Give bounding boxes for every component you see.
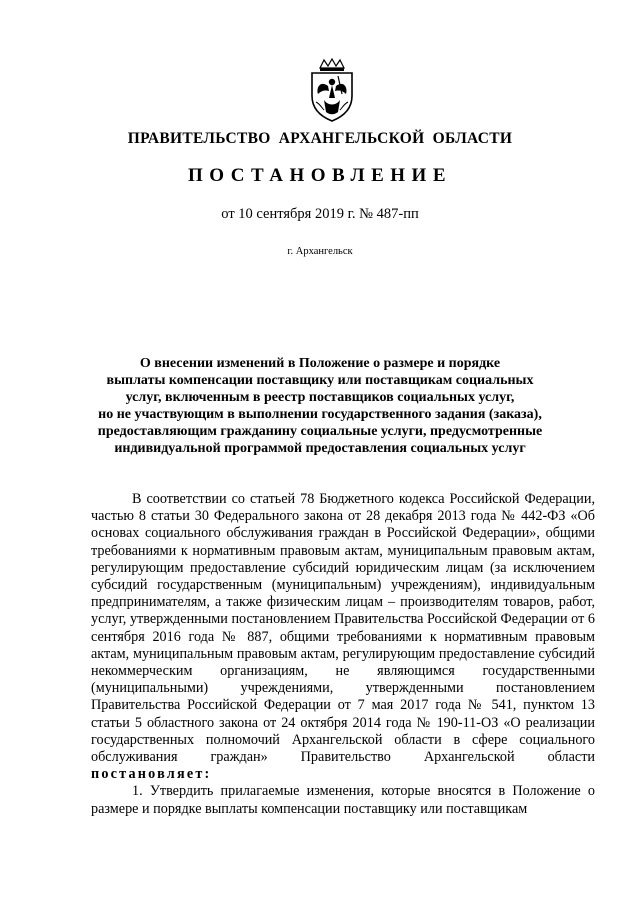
document-date-number: от 10 сентября 2019 г. № 487-пп — [221, 206, 419, 222]
title-line: индивидуальной программой предоставления социальных услуг — [114, 441, 526, 456]
title-line: предоставляющим гражданину социальные услуги, предусмотренные — [97, 424, 543, 439]
title-line: выплаты компенсации поставщику или поставщикам социальных — [106, 373, 534, 388]
coat-of-arms-icon — [302, 58, 362, 122]
place-of-issue: г. Архангельск — [287, 246, 353, 257]
issuing-authority: ПРАВИТЕЛЬСТВО АРХАНГЕЛЬСКОЙ ОБЛАСТИ — [127, 130, 513, 147]
title-line: но не участвующим в выполнении государственного задания (заказа), — [98, 407, 542, 422]
title-line: услуг, включенным в реестр поставщиков социальных услуг, — [125, 390, 515, 405]
item-1-paragraph: 1. Утвердить прилагаемые изменения, которые вносятся в Положение о размере и порядке выплаты компенсации поставщику или поставщикам — [91, 783, 595, 817]
resolves-colon: : — [204, 766, 212, 783]
preamble-paragraph — [91, 491, 595, 783]
document-type-heading: ПОСТАНОВЛЕНИЕ — [187, 165, 453, 186]
document-title — [90, 355, 550, 457]
title-line: О внесении изменений в Положение о размере и порядке — [139, 356, 501, 371]
preamble-text: В соответствии со статьей 78 Бюджетного кодекса Российской Федерации, частью 8 статьи 30 Федерального закона от 28 декабря 2013 года № 442-ФЗ «Об основах социального обслуживания граждан в Российской Федерации», общими требованиями к нормативным правовым актам, муниципальным правовым актам, регулирующим предоставление субсидий юридическим лицам (за исключением субсидий государственным (муниципальным) учреждениям), индивидуальным предпринимателям, а также физическим лицам – производителям товаров, работ, услуг, утвержденными постановлением Правительства Российской Федерации от 6 сентября 2016 года № 887, общими требованиями к нормативным правовым актам, муниципальным правовым актам, регулирующим предоставление субсидий некоммерческим организациям, не являющимся государственными (муниципальными) учреждениями, утвержденными постановлением Правительства Российской Федерации от 7 мая 2017 года № 541, пунктом 13 статьи 5 областного закона от 24 октября 2014 года № 190-11-ОЗ «О реализации государственных полномочий Архангельской области в сфере социального обслуживания граждан» Правительство Архангельской области — [91, 491, 595, 766]
document-body — [91, 491, 595, 818]
resolves-word: постановляет — [91, 766, 205, 783]
